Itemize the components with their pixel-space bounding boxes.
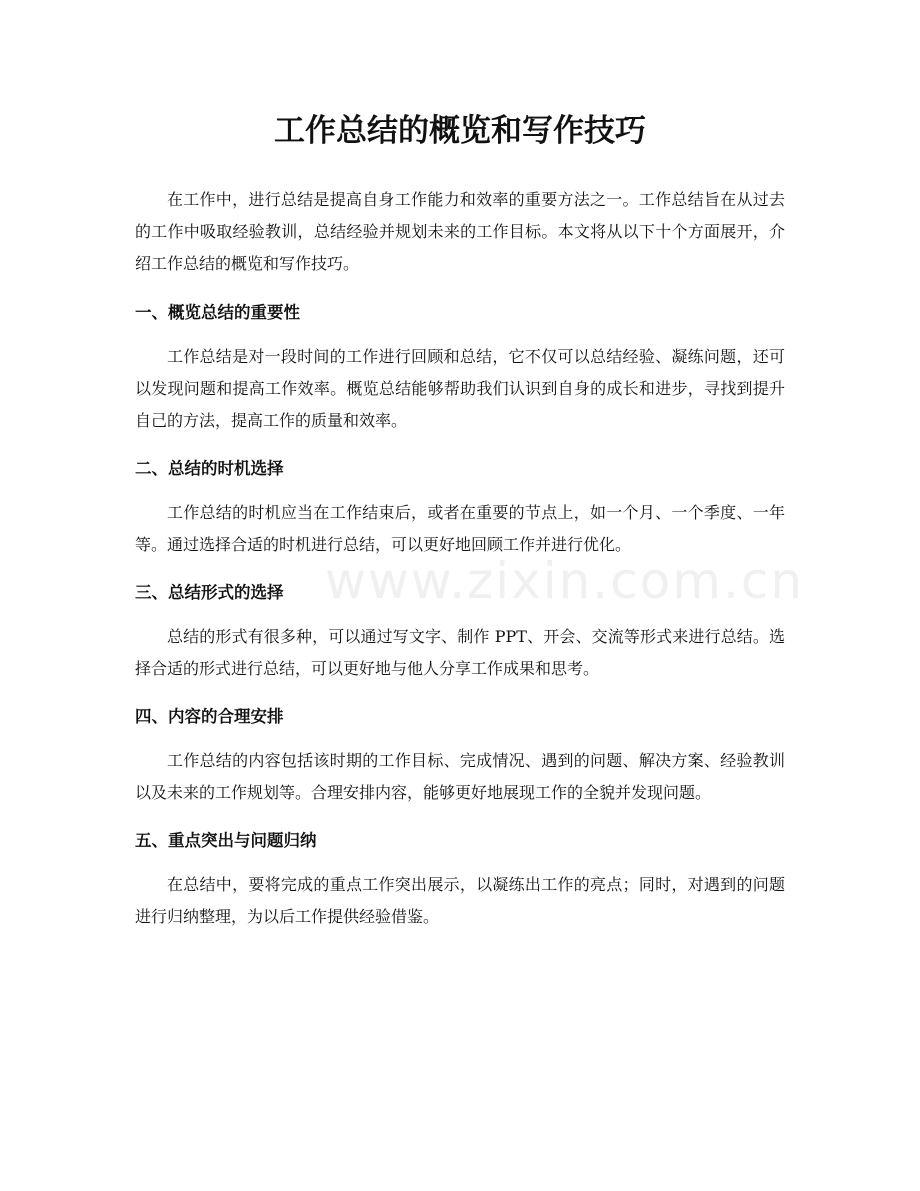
- section-heading-4: 四、内容的合理安排: [135, 707, 284, 726]
- page-title: 工作总结的概览和写作技巧: [274, 113, 646, 149]
- section-heading-2: 二、总结的时机选择: [135, 459, 284, 478]
- section-body-1: 工作总结是对一段时间的工作进行回顾和总结，它不仅可以总结经验、凝练问题，还可以发现问题和提高工作效率。概览总结能够帮助我们认识到自身的成长和进步，寻找到提升自己的方法，提高工作的质量和效率。: [135, 347, 785, 430]
- document-page: [135, 108, 785, 951]
- watermark: www.zixin.com.cn: [325, 552, 805, 610]
- section-heading-3: 三、总结形式的选择: [135, 583, 284, 602]
- section-body-2: 工作总结的时机应当在工作结束后，或者在重要的节点上，如一个月、一个季度、一年等。通过选择合适的时机进行总结，可以更好地回顾工作并进行优化。: [135, 503, 785, 554]
- section-body-3: 总结的形式有很多种，可以通过写文字、制作 PPT、开会、交流等形式来进行总结。选择合适的形式进行总结，可以更好地与他人分享工作成果和思考。: [135, 627, 785, 678]
- section-body-5: 在总结中，要将完成的重点工作突出展示，以凝练出工作的亮点；同时，对遇到的问题进行归纳整理，为以后工作提供经验借鉴。: [135, 875, 785, 926]
- section-heading-1: 一、概览总结的重要性: [135, 303, 300, 322]
- section-heading-5: 五、重点突出与问题归纳: [135, 831, 317, 850]
- section-body-4: 工作总结的内容包括该时期的工作目标、完成情况、遇到的问题、解决方案、经验教训以及未来的工作规划等。合理安排内容，能够更好地展现工作的全貌并发现问题。: [135, 751, 785, 802]
- intro-paragraph: 在工作中，进行总结是提高自身工作能力和效率的重要方法之一。工作总结旨在从过去的工作中吸取经验教训，总结经验并规划未来的工作目标。本文将从以下十个方面展开，介绍工作总结的概览和写作技巧。: [135, 190, 785, 273]
